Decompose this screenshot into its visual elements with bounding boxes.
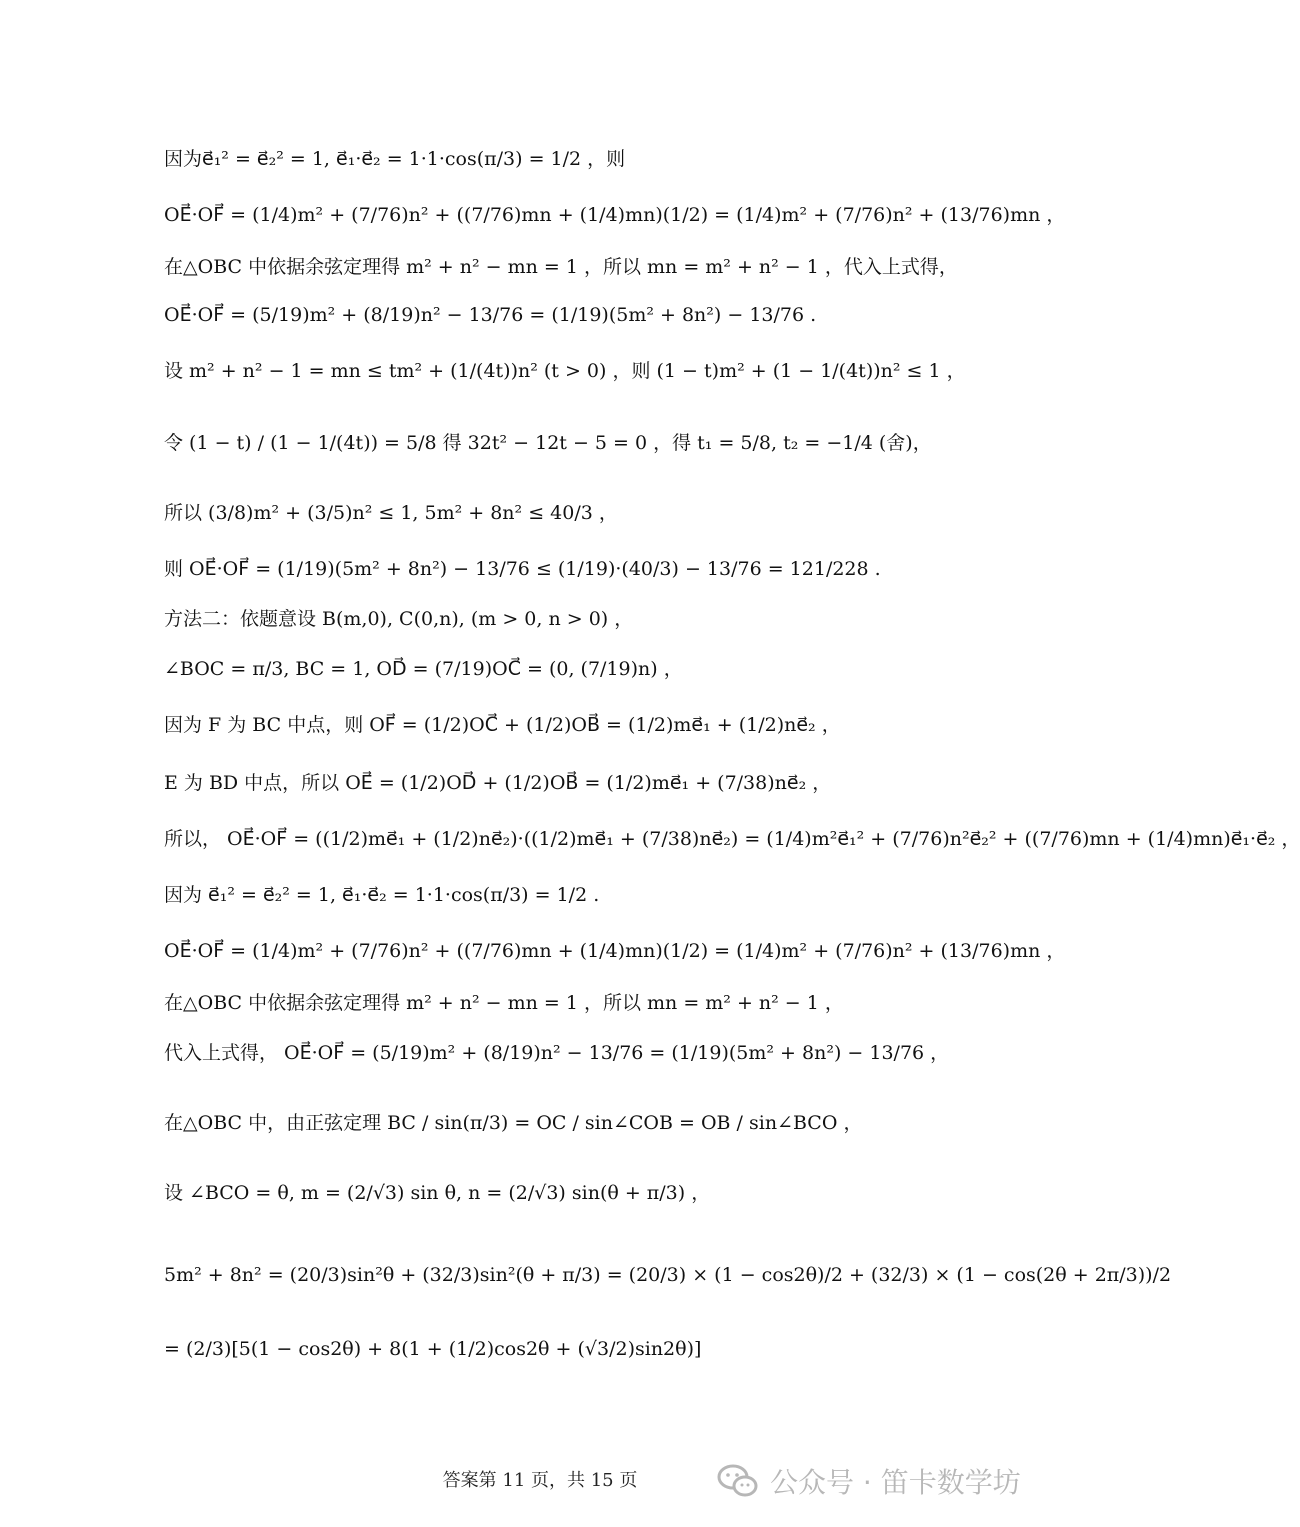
- math-line: 设 ∠BCO = θ, m = (2/√3) sin θ, n = (2/√3) sin(θ + π/3) ，: [164, 1182, 711, 1204]
- math-line: 因为 e⃗₁² = e⃗₂² = 1, e⃗₁·e⃗₂ = 1·1·cos(π/3) = 1/2 .: [164, 884, 600, 906]
- math-line: 5m² + 8n² = (20/3)sin²θ + (32/3)sin²(θ + π/3) = (20/3) × (1 − cos2θ)/2 + (32/3) × (1 − cos(2θ + 2π/3))/2: [164, 1264, 1172, 1286]
- math-line: OE⃗·OF⃗ = (1/4)m² + (7/76)n² + ((7/76)mn + (1/4)mn)(1/2) = (1/4)m² + (7/76)n² + (13/76)mn ，: [164, 940, 1066, 962]
- wechat-icon: [716, 1461, 760, 1501]
- math-line: = (2/3)[5(1 − cos2θ) + 8(1 + (1/2)cos2θ + (√3/2)sin2θ)]: [164, 1338, 702, 1360]
- math-line: 令 (1 − t) / (1 − 1/(4t)) = 5/8 得 32t² − 12t − 5 = 0 ，得 t₁ = 5/8, t₂ = −1/4 (舍)，: [164, 432, 932, 454]
- math-line: 所以 (3/8)m² + (3/5)n² ≤ 1, 5m² + 8n² ≤ 40/3 ，: [164, 502, 618, 524]
- math-line: 所以， OE⃗·OF⃗ = ((1/2)me⃗₁ + (1/2)ne⃗₂)·((1/2)me⃗₁ + (7/38)ne⃗₂) = (1/4)m²e⃗₁² + (7/76)n²e⃗₂² + ((7/76)mn + (1/4)mn)e⃗₁·e⃗₂ ，: [164, 828, 1300, 850]
- math-line: 设 m² + n² − 1 = mn ≤ tm² + (1/(4t))n² (t > 0) ，则 (1 − t)m² + (1 − 1/(4t))n² ≤ 1 ，: [164, 360, 966, 382]
- math-line: 方法二：依题意设 B(m,0), C(0,n), (m > 0, n > 0) ，: [164, 608, 634, 630]
- page-footer: 答案第 11 页，共 15 页: [442, 1470, 638, 1491]
- math-line: ∠BOC = π/3, BC = 1, OD⃗ = (7/19)OC⃗ = (0, (7/19)n) ，: [164, 658, 683, 680]
- math-line: OE⃗·OF⃗ = (5/19)m² + (8/19)n² − 13/76 = (1/19)(5m² + 8n²) − 13/76 .: [164, 304, 817, 326]
- math-line: 在△OBC 中依据余弦定理得 m² + n² − mn = 1 ，所以 mn = m² + n² − 1 ，代入上式得，: [164, 256, 958, 278]
- math-line: 代入上式得， OE⃗·OF⃗ = (5/19)m² + (8/19)n² − 13/76 = (1/19)(5m² + 8n²) − 13/76 ，: [164, 1042, 950, 1064]
- math-line: 则 OE⃗·OF⃗ = (1/19)(5m² + 8n²) − 13/76 ≤ (1/19)·(40/3) − 13/76 = 121/228 .: [164, 558, 881, 580]
- math-line: 在△OBC 中依据余弦定理得 m² + n² − mn = 1 ，所以 mn = m² + n² − 1 ，: [164, 992, 844, 1014]
- math-line: 因为 F 为 BC 中点，则 OF⃗ = (1/2)OC⃗ + (1/2)OB⃗ = (1/2)me⃗₁ + (1/2)ne⃗₂ ，: [164, 714, 841, 736]
- math-line: OE⃗·OF⃗ = (1/4)m² + (7/76)n² + ((7/76)mn + (1/4)mn)(1/2) = (1/4)m² + (7/76)n² + (13/76)mn ，: [164, 204, 1066, 226]
- math-line: 在△OBC 中，由正弦定理 BC / sin(π/3) = OC / sin∠COB = OB / sin∠BCO ，: [164, 1112, 863, 1134]
- math-line: 因为e⃗₁² = e⃗₂² = 1, e⃗₁·e⃗₂ = 1·1·cos(π/3) = 1/2 ，则: [164, 148, 626, 170]
- math-line: E 为 BD 中点，所以 OE⃗ = (1/2)OD⃗ + (1/2)OB⃗ = (1/2)me⃗₁ + (7/38)ne⃗₂ ，: [164, 772, 832, 794]
- watermark-text: 公众号 · 笛卡数学坊: [770, 1466, 1021, 1499]
- watermark: [716, 1456, 1021, 1506]
